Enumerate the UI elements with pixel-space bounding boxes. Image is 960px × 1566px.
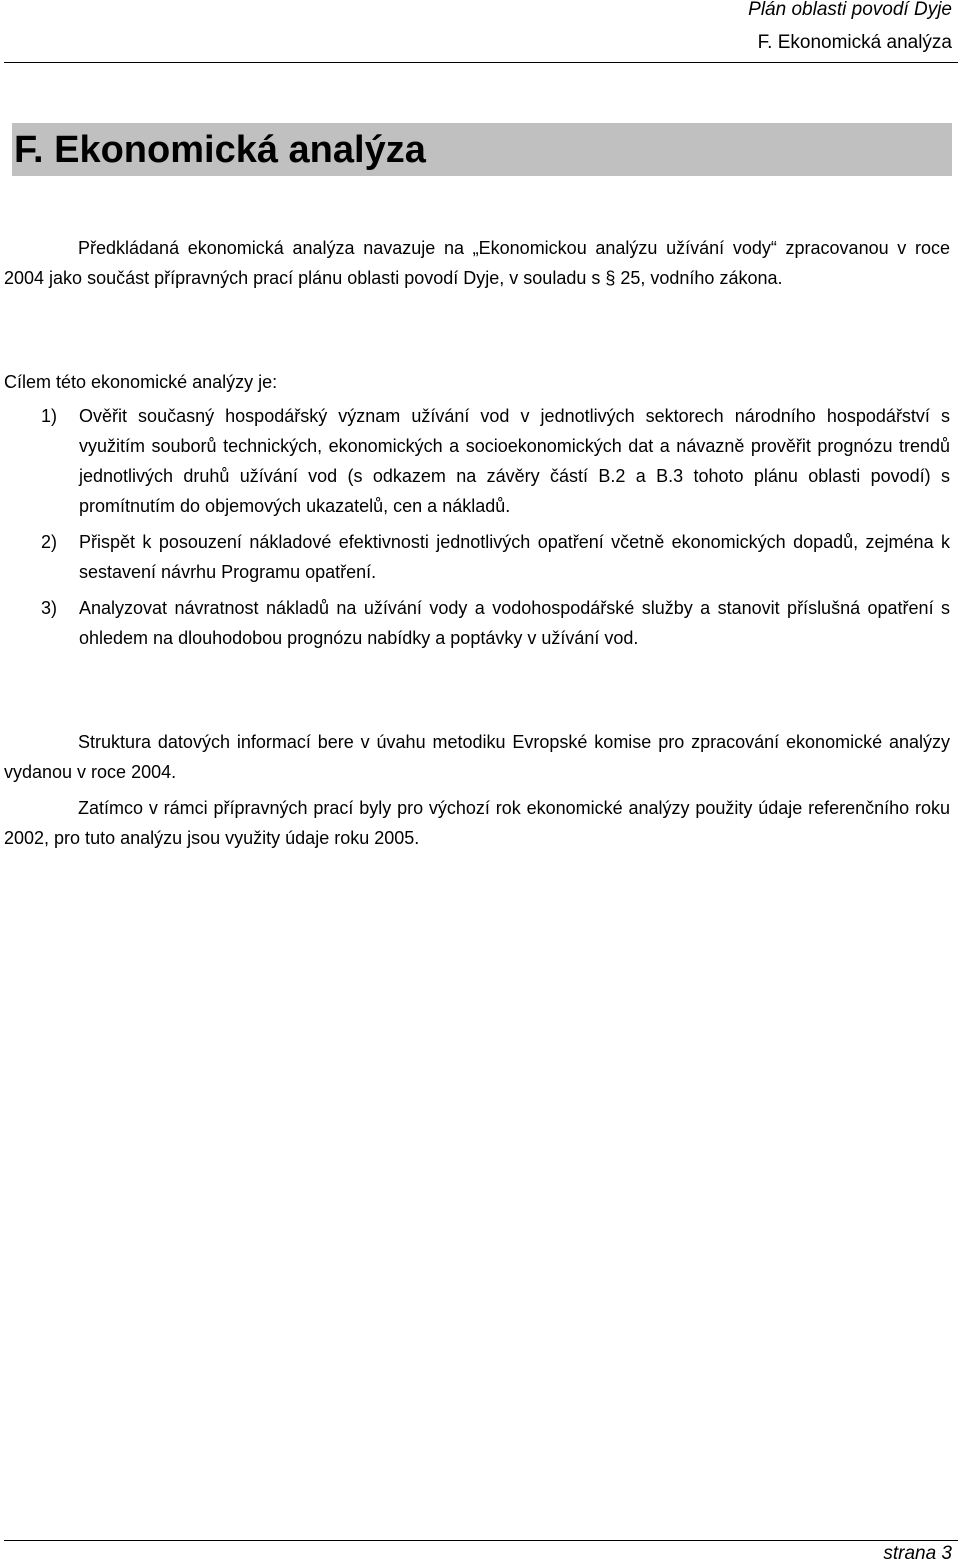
structure-section	[4, 727, 950, 859]
section-title: F. Ekonomická analýza	[757, 32, 952, 53]
list-item-text: Analyzovat návratnost nákladů na užívání vody a vodohospodářské služby a stanovit příslušná opatření s ohledem na dlouhodobou prognózu nabídky a poptávky v užívání vod.	[79, 598, 950, 648]
header-divider	[4, 62, 958, 63]
chapter-title: F. Ekonomická analýza	[14, 129, 426, 171]
intro-section	[4, 233, 950, 293]
list-item	[4, 401, 950, 521]
goals-lead	[4, 367, 950, 397]
list-item-number: 2)	[41, 532, 58, 552]
structure-paragraph-1: Struktura datových informací bere v úvahu metodiku Evropské komise pro zpracování ekonomické analýzy vydanou v roce 2004.	[4, 732, 950, 782]
running-header	[748, 0, 952, 55]
list-item-number: 3)	[41, 598, 58, 618]
goals-list	[4, 401, 950, 659]
intro-paragraph: Předkládaná ekonomická analýza navazuje na „Ekonomickou analýzu užívání vody“ zpracovanou v roce 2004 jako součást přípravných prací plánu oblasti povodí Dyje, v souladu s § 25, vodního zákona.	[4, 238, 950, 288]
document-title: Plán oblasti povodí Dyje	[748, 0, 952, 20]
structure-paragraph-2: Zatímco v rámci přípravných prací byly pro výchozí rok ekonomické analýzy použity údaje referenčního roku 2002, pro tuto analýzu jsou využity údaje roku 2005.	[4, 798, 950, 848]
goals-lead-text: Cílem této ekonomické analýzy je:	[4, 372, 278, 392]
footer-divider	[4, 1540, 958, 1541]
list-item	[4, 527, 950, 587]
list-item-text: Přispět k posouzení nákladové efektivnosti jednotlivých opatření včetně ekonomických dopadů, zejména k sestavení návrhu Programu opatření.	[79, 532, 950, 582]
list-item-text: Ověřit současný hospodářský význam užívání vod v jednotlivých sektorech národního hospodářství s využitím souborů technických, ekonomických a socioekonomických dat a návazně prověřit prognózu trendů jednotlivých druhů užívání vod (s odkazem na závěry částí B.2 a B.3 tohoto plánu oblasti povodí) s promítnutím do objemových ukazatelů, cen a nákladů.	[79, 406, 950, 516]
page-number: strana 3	[883, 1543, 952, 1564]
list-item-number: 1)	[41, 406, 58, 426]
list-item	[4, 593, 950, 653]
